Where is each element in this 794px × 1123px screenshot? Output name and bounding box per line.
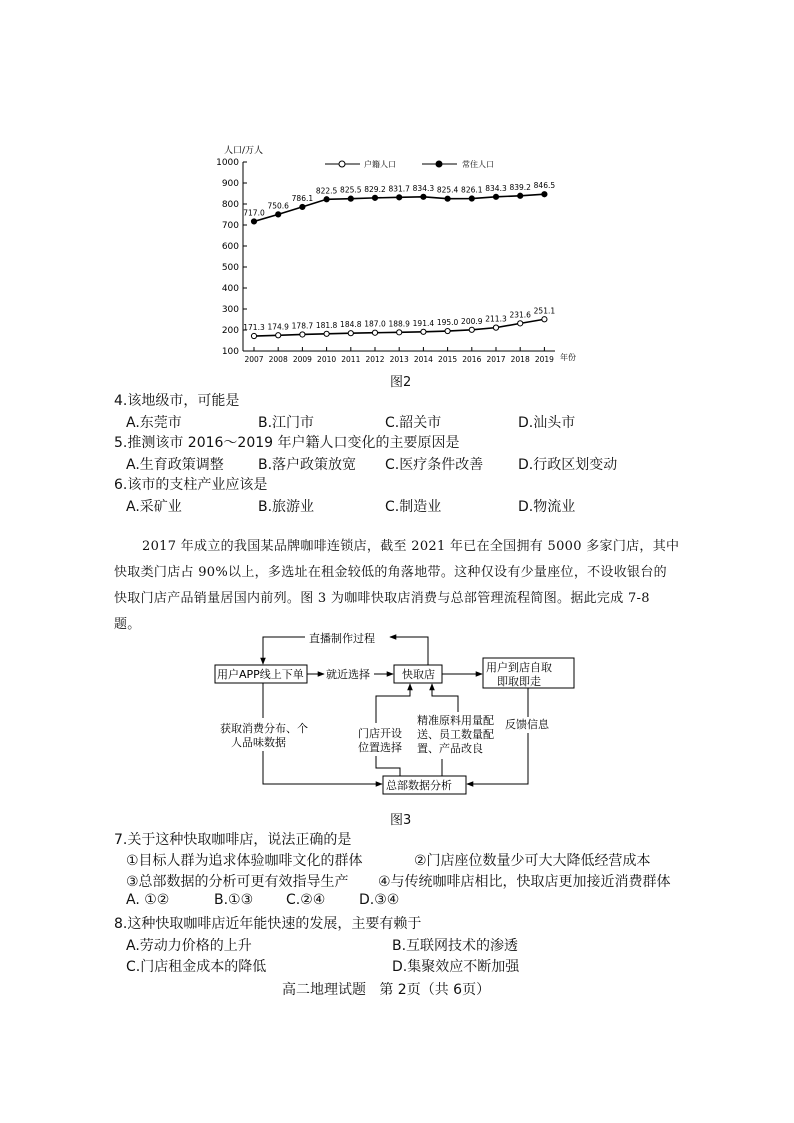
data-label: 834.3	[412, 183, 435, 193]
data-label: 191.4	[412, 318, 435, 328]
y-tick-label: 200	[221, 326, 239, 336]
data-label: 825.5	[340, 185, 362, 195]
passage-line: 2017 年成立的我国某品牌咖啡连锁店，截至 2021 年已在全国拥有 5000 多家门店，其中	[142, 539, 680, 554]
data-label: 171.3	[243, 323, 265, 333]
option-d: D.物流业	[518, 499, 576, 515]
y-tick-label: 100	[221, 347, 239, 357]
data-point	[348, 196, 353, 201]
option-c: C.制造业	[385, 499, 442, 515]
precise-config-label-1: 精准原料用量配	[417, 714, 494, 727]
option-b: B.旅游业	[258, 499, 315, 515]
data-point	[251, 333, 256, 338]
population-line-chart	[210, 140, 590, 370]
data-point	[445, 196, 450, 201]
data-point	[300, 332, 305, 337]
data-point	[276, 333, 281, 338]
data-point	[493, 325, 498, 330]
x-tick-label: 2015	[438, 355, 458, 364]
statement-4: ④与传统咖啡店相比，快取店更加接近消费群体	[378, 874, 671, 890]
y-tick-label: 300	[221, 305, 239, 315]
consume-data-label-1: 获取消费分布、个	[220, 722, 308, 735]
data-label: 178.7	[291, 321, 314, 331]
legend-marker-filled	[436, 161, 442, 167]
x-axis-label: 年份	[560, 353, 576, 362]
data-point	[542, 192, 547, 197]
data-point	[542, 317, 547, 322]
option-d: D.集聚效应不断加强	[392, 959, 520, 975]
data-label: 200.9	[461, 316, 483, 326]
option-c: C.②④	[286, 892, 326, 908]
arrow-consume-to-hq	[263, 751, 382, 784]
x-tick-label: 2011	[341, 355, 361, 364]
x-tick-label: 2019	[534, 355, 554, 364]
live-stream-label: 直播制作过程	[309, 632, 375, 645]
y-axis-label: 人口/万人	[224, 146, 264, 156]
data-label: 195.0	[436, 318, 459, 328]
nearby-label: 就近选择	[326, 668, 370, 681]
option-c: C.韶关市	[385, 415, 442, 431]
feedback-label: 反馈信息	[505, 718, 549, 731]
data-point	[493, 194, 498, 199]
pickup-label-1: 用户到店自取	[486, 661, 552, 674]
option-c: C.门店租金成本的降低	[126, 959, 267, 975]
x-tick-label: 2014	[413, 355, 433, 364]
site-selection-label-1: 门店开设	[358, 727, 402, 740]
question-5	[114, 432, 714, 474]
data-label: 786.1	[291, 193, 314, 203]
statement-3: ③总部数据的分析可更有效指导生产	[126, 874, 349, 890]
store-label: 快取店	[402, 668, 435, 681]
legend-label-huji: 户籍人口	[364, 160, 396, 169]
passage	[114, 534, 694, 638]
arrow-hq-to-site	[376, 756, 400, 776]
x-tick-label: 2010	[317, 355, 337, 364]
data-point	[518, 321, 523, 326]
option-a: A.采矿业	[126, 499, 182, 515]
data-point	[469, 196, 474, 201]
statement-2: ②门店座位数量少可大大降低经营成本	[414, 853, 651, 869]
data-point	[421, 329, 426, 334]
y-tick-label: 800	[221, 200, 239, 210]
data-label: 251.1	[533, 306, 556, 316]
x-tick-label: 2018	[510, 355, 530, 364]
data-point	[300, 204, 305, 209]
option-d: D.行政区划变动	[518, 457, 618, 473]
data-label: 829.2	[364, 184, 386, 194]
passage-line: 快取类门店占 90%以上，多选址在租金较低的角落地带。这种仅设有少量座位，不设收银台的	[114, 565, 667, 580]
legend-label-changzhu: 常住人口	[462, 160, 494, 169]
site-selection-label-2: 位置选择	[358, 741, 402, 754]
data-point	[469, 327, 474, 332]
question-7	[114, 829, 714, 913]
data-label: 174.9	[267, 322, 289, 332]
data-point	[251, 219, 256, 224]
question-6	[114, 474, 714, 516]
data-label: 717.0	[243, 208, 265, 218]
option-c: C.医疗条件改善	[385, 457, 484, 473]
data-point	[372, 330, 377, 335]
data-point	[324, 197, 329, 202]
question-stem: 8.这种快取咖啡店近年能快速的发展，主要有赖于	[114, 916, 422, 932]
questions-4-6	[114, 390, 714, 516]
data-point	[518, 193, 523, 198]
option-b: B.江门市	[258, 415, 315, 431]
data-point	[397, 195, 402, 200]
option-d: D.汕头市	[518, 415, 576, 431]
data-label: 188.9	[388, 319, 410, 329]
data-label: 231.6	[509, 310, 531, 320]
question-8	[114, 913, 714, 976]
y-tick-label: 500	[221, 263, 239, 273]
data-label: 831.7	[388, 184, 410, 194]
option-a: A.生育政策调整	[126, 457, 224, 473]
chart-legend	[325, 159, 494, 169]
data-label: 184.8	[340, 320, 362, 330]
precise-config-label-3: 置、产品改良	[417, 742, 483, 755]
data-label: 825.4	[436, 185, 459, 195]
data-point	[276, 212, 281, 217]
arrow-site-to-store	[376, 684, 410, 723]
pickup-label-2: 即取即走	[497, 675, 541, 688]
y-tick-label: 700	[221, 221, 239, 231]
data-point	[445, 328, 450, 333]
data-point	[421, 194, 426, 199]
data-point	[348, 331, 353, 336]
y-tick-label: 1000	[216, 158, 239, 168]
data-label: 826.1	[461, 185, 483, 195]
y-tick-label: 900	[221, 179, 239, 189]
x-tick-label: 2009	[292, 355, 312, 364]
data-label: 187.0	[364, 319, 386, 329]
data-label: 834.3	[485, 183, 507, 193]
arrow-store-to-live	[390, 637, 428, 665]
y-tick-label: 400	[221, 284, 239, 294]
app-order-label: 用户APP线上下单	[217, 668, 304, 681]
option-d: D.③④	[359, 892, 400, 908]
question-stem: 6.该市的支柱产业应该是	[114, 477, 268, 493]
x-tick-label: 2013	[389, 355, 409, 364]
x-tick-label: 2008	[268, 355, 288, 364]
statement-1: ①目标人群为追求体验咖啡文化的群体	[126, 853, 363, 869]
option-b: B.①③	[214, 892, 254, 908]
coffee-flow-diagram	[200, 625, 580, 800]
question-stem: 5.推测该市 2016～2019 年户籍人口变化的主要原因是	[114, 435, 460, 451]
data-point	[397, 330, 402, 335]
option-a: A. ①②	[126, 892, 170, 908]
arrow-live-to-app	[263, 637, 305, 664]
data-label: 846.5	[533, 181, 556, 191]
question-stem: 4.该地级市，可能是	[114, 393, 240, 409]
question-4	[114, 390, 714, 432]
option-b: B.互联网技术的渗透	[392, 938, 519, 954]
x-tick-label: 2017	[486, 355, 506, 364]
data-label: 750.6	[267, 201, 289, 211]
data-point	[324, 331, 329, 336]
option-a: A.东莞市	[126, 415, 182, 431]
x-tick-label: 2007	[244, 355, 264, 364]
option-b: B.落户政策放宽	[258, 457, 357, 473]
hq-analysis-label: 总部数据分析	[386, 779, 452, 792]
data-point	[372, 195, 377, 200]
data-label: 181.8	[315, 320, 338, 330]
passage-line: 快取门店产品销量居国内前列。图 3 为咖啡快取店消费与总部管理流程简图。据此完成 7-8	[114, 591, 650, 606]
consume-data-label-2: 人品味数据	[231, 736, 286, 749]
data-label: 822.5	[315, 186, 338, 196]
y-tick-label: 600	[221, 242, 239, 252]
figure-2-caption: 图2	[390, 375, 412, 390]
x-tick-label: 2016	[462, 355, 482, 364]
passage-line: 题。	[114, 617, 141, 632]
figure-3-caption: 图3	[390, 813, 412, 828]
option-a: A.劳动力价格的上升	[126, 938, 252, 954]
arrow-precise-to-store	[432, 684, 458, 712]
data-label: 211.3	[485, 314, 507, 324]
x-tick-label: 2012	[365, 355, 385, 364]
precise-config-label-2: 送、员工数量配	[417, 728, 494, 741]
question-stem: 7.关于这种快取咖啡店，说法正确的是	[114, 832, 352, 848]
legend-marker-open	[339, 161, 345, 167]
page-footer: 高二地理试题 第 2页（共 6页）	[282, 982, 491, 998]
data-label: 839.2	[509, 182, 531, 192]
